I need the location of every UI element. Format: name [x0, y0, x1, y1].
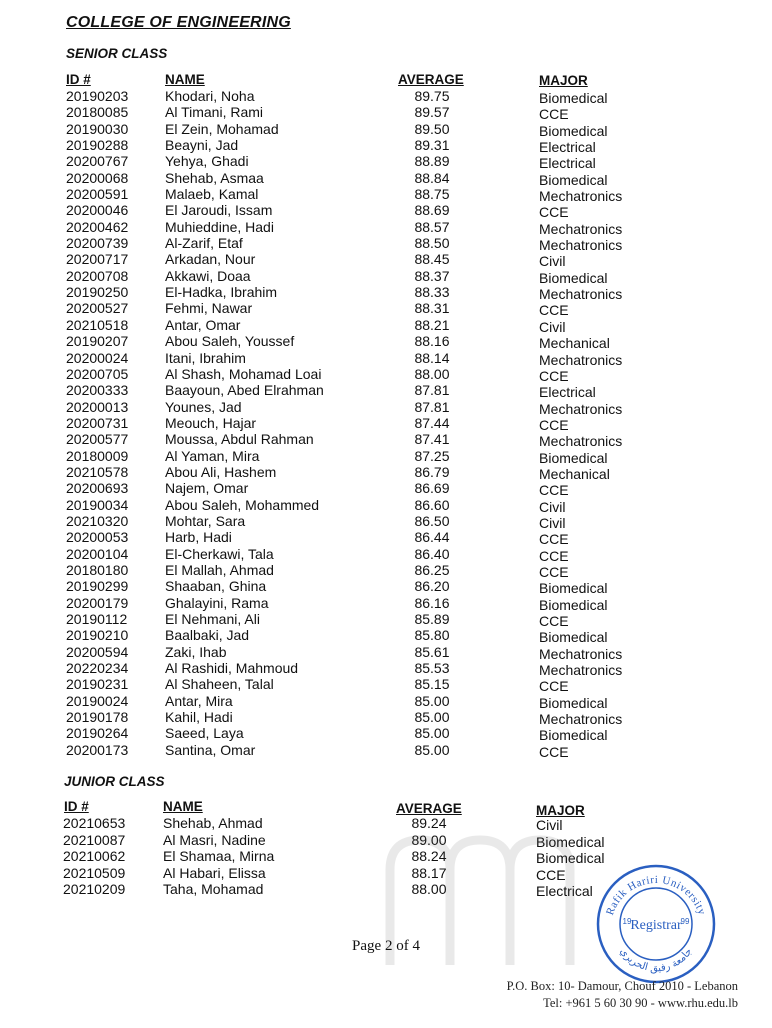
table-row	[0, 202, 772, 221]
table-row	[0, 578, 772, 597]
table-row	[0, 235, 772, 254]
student-average: 88.45	[414, 251, 450, 268]
student-major: Civil	[539, 514, 566, 531]
student-id: 20210209	[63, 881, 126, 898]
table-row	[0, 317, 772, 333]
student-id: 20190024	[66, 692, 129, 709]
student-average: 85.61	[414, 643, 450, 660]
student-average: 88.57	[414, 218, 450, 235]
student-name: Moussa, Abdul Rahman	[165, 431, 314, 448]
student-average: 88.84	[414, 169, 450, 186]
table-row	[0, 742, 772, 758]
student-name: Shehab, Asmaa	[165, 169, 264, 186]
student-id: 20190112	[66, 611, 128, 627]
student-major: Mechatronics	[539, 400, 623, 417]
student-major: CCE	[539, 547, 569, 564]
student-id: 20210062	[63, 848, 126, 865]
student-name: El Mallah, Ahmad	[165, 561, 274, 578]
student-name: Al Yaman, Mira	[165, 447, 260, 464]
student-average: 85.89	[414, 611, 450, 627]
student-major: Mechatronics	[539, 351, 623, 368]
student-average: 89.24	[411, 815, 447, 831]
student-id: 20200527	[66, 300, 129, 317]
student-id: 20200717	[66, 251, 129, 268]
student-name: Ghalayini, Rama	[165, 594, 269, 611]
student-average: 89.31	[414, 137, 450, 154]
student-average: 88.00	[411, 881, 447, 898]
student-major: CCE	[539, 302, 569, 319]
student-name: Harb, Hadi	[165, 529, 232, 546]
student-average: 88.50	[414, 235, 450, 252]
student-major: Mechatronics	[539, 220, 623, 237]
table-row	[0, 627, 772, 646]
student-average: 86.20	[414, 578, 450, 595]
student-id: 20200024	[66, 349, 129, 366]
senior-table-body	[0, 88, 772, 758]
table-row	[0, 251, 772, 270]
student-id: 20210320	[66, 512, 129, 529]
student-name: Akkawi, Doaa	[165, 267, 251, 284]
student-name: Al Shaheen, Talal	[165, 676, 274, 693]
student-average: 86.60	[414, 496, 450, 513]
table-row	[0, 153, 772, 172]
student-name: El Shamaa, Mirna	[163, 848, 275, 865]
footer-address	[507, 978, 738, 1012]
student-major: Mechatronics	[539, 645, 623, 662]
student-major: Mechanical	[539, 335, 610, 352]
table-row	[0, 366, 772, 382]
stamp-center-text: Registrar	[630, 918, 682, 933]
student-name: Mohtar, Sara	[165, 512, 246, 529]
student-name: El Jaroudi, Issam	[165, 202, 273, 219]
student-name: Meouch, Hajar	[165, 414, 257, 431]
senior-header-major: MAJOR	[539, 73, 588, 88]
table-row	[0, 611, 772, 627]
table-row	[0, 431, 772, 450]
page-number: Page 2 of 4	[352, 938, 420, 954]
student-average: 86.79	[414, 463, 450, 480]
table-row	[0, 660, 772, 679]
student-name: El Nehmani, Ali	[165, 611, 260, 627]
student-average: 88.21	[414, 316, 450, 333]
student-id: 20200013	[66, 398, 129, 415]
student-id: 20190207	[66, 333, 129, 350]
student-name: El-Cherkawi, Tala	[165, 545, 274, 562]
table-row	[0, 121, 772, 137]
table-row	[0, 725, 772, 744]
student-id: 20200173	[66, 741, 129, 758]
student-average: 88.33	[414, 284, 450, 301]
table-row	[0, 104, 772, 123]
student-id: 20190264	[66, 725, 129, 742]
student-name: Itani, Ibrahim	[165, 349, 246, 366]
student-average: 88.24	[411, 848, 447, 865]
student-average: 85.00	[414, 741, 450, 758]
student-average: 88.37	[414, 267, 450, 284]
student-major: Biomedical	[539, 580, 608, 597]
student-major: Mechatronics	[539, 662, 623, 679]
table-row	[0, 219, 772, 235]
student-id: 20190299	[66, 578, 129, 595]
student-name: Antar, Mira	[165, 692, 233, 709]
student-name: Antar, Omar	[165, 316, 241, 333]
junior-header-major: MAJOR	[536, 803, 585, 818]
table-row	[0, 350, 772, 366]
student-id: 20200333	[66, 382, 129, 399]
student-id: 20210578	[66, 463, 129, 480]
senior-class-title: SENIOR CLASS	[66, 46, 168, 61]
table-row	[0, 693, 772, 709]
student-id: 20190210	[66, 627, 129, 644]
student-id: 20200767	[66, 153, 129, 170]
student-name: Al Timani, Rami	[165, 104, 264, 121]
student-id: 20200591	[66, 186, 129, 203]
student-average: 87.44	[414, 414, 450, 431]
table-row	[0, 333, 772, 352]
student-id: 20210653	[63, 815, 126, 831]
student-major: Mechatronics	[539, 433, 623, 450]
student-average: 88.69	[414, 202, 450, 219]
student-major: Civil	[536, 817, 563, 833]
student-average: 85.00	[414, 725, 450, 742]
student-name: Muhieddine, Hadi	[165, 218, 274, 235]
student-average: 86.40	[414, 545, 450, 562]
student-id: 20210518	[66, 316, 129, 333]
student-major: Biomedical	[536, 833, 605, 850]
junior-header-id: ID #	[64, 799, 89, 814]
student-average: 86.16	[414, 594, 450, 611]
student-id: 20190250	[66, 284, 129, 301]
table-row	[0, 399, 772, 415]
student-average: 87.81	[414, 382, 450, 399]
student-id: 20210509	[63, 864, 126, 881]
student-id: 20180009	[66, 447, 129, 464]
student-average: 88.14	[414, 349, 450, 366]
student-average: 88.17	[411, 864, 447, 881]
student-average: 89.75	[414, 88, 450, 104]
student-name: Al Rashidi, Mahmoud	[165, 660, 299, 677]
student-name: Khodari, Noha	[165, 88, 255, 104]
student-major: Biomedical	[539, 629, 608, 646]
student-major: Mechatronics	[539, 286, 623, 303]
college-title: COLLEGE OF ENGINEERING	[66, 14, 291, 31]
student-id: 20190178	[66, 709, 129, 726]
student-major: CCE	[539, 416, 569, 433]
student-major: Mechatronics	[539, 711, 623, 728]
student-name: Abou Saleh, Mohammed	[165, 496, 320, 513]
student-id: 20190288	[66, 137, 129, 154]
student-id: 20210087	[63, 831, 126, 848]
student-name: Shehab, Ahmad	[163, 815, 263, 831]
student-average: 86.69	[414, 480, 450, 497]
student-major: CCE	[539, 367, 569, 384]
student-major: Electrical	[536, 883, 593, 900]
student-major: CCE	[539, 613, 569, 629]
student-major: Biomedical	[539, 269, 608, 286]
student-name: Zaki, Ihab	[165, 643, 227, 660]
senior-header-average: AVERAGE	[398, 72, 464, 87]
student-name: Abou Saleh, Youssef	[165, 333, 295, 350]
student-average: 86.25	[414, 561, 450, 578]
student-id: 20200594	[66, 643, 129, 660]
student-name: Yehya, Ghadi	[165, 153, 249, 170]
student-average: 88.89	[414, 153, 450, 170]
senior-header-name: NAME	[165, 72, 205, 87]
footer-line-contact: Tel: +961 5 60 30 90 - www.rhu.edu.lb	[543, 996, 738, 1010]
student-major: CCE	[539, 482, 569, 499]
student-name: Santina, Omar	[165, 741, 256, 758]
table-row	[0, 644, 772, 660]
student-name: Malaeb, Kamal	[165, 186, 259, 203]
table-row	[0, 382, 772, 401]
student-average: 85.53	[414, 660, 450, 677]
student-id: 20200577	[66, 431, 129, 448]
table-row	[0, 595, 772, 611]
student-average: 85.15	[414, 676, 450, 693]
student-id: 20200739	[66, 235, 129, 252]
student-name: El Zein, Mohamad	[165, 120, 279, 137]
student-major: CCE	[539, 563, 569, 580]
table-row	[0, 170, 772, 186]
table-row	[0, 415, 772, 431]
student-major: CCE	[539, 204, 569, 221]
student-name: Shaaban, Ghina	[165, 578, 267, 595]
student-name: Arkadan, Nour	[165, 251, 256, 268]
student-average: 88.31	[414, 300, 450, 317]
student-major: Biomedical	[539, 171, 608, 188]
student-average: 85.00	[414, 709, 450, 726]
student-id: 20180085	[66, 104, 129, 121]
student-average: 85.00	[414, 692, 450, 709]
table-row	[0, 300, 772, 319]
student-id: 20200179	[66, 594, 129, 611]
student-average: 89.57	[414, 104, 450, 121]
student-major: Civil	[539, 498, 566, 515]
student-id: 20190030	[66, 120, 129, 137]
student-major: Biomedical	[539, 449, 608, 466]
student-id: 20190203	[66, 88, 129, 104]
student-name: Al-Zarif, Etaf	[165, 235, 243, 252]
student-id: 20190034	[66, 496, 129, 513]
student-major: Electrical	[539, 139, 596, 156]
student-name: Baalbaki, Jad	[165, 627, 250, 644]
student-major: Civil	[539, 318, 566, 335]
stamp-year-right: 99	[680, 917, 690, 926]
table-row	[0, 529, 772, 548]
student-major: Biomedical	[539, 596, 608, 613]
student-id: 20200705	[66, 365, 129, 382]
student-average: 86.50	[414, 512, 450, 529]
student-average: 89.00	[411, 831, 447, 848]
junior-class-title: JUNIOR CLASS	[64, 774, 165, 789]
table-row	[0, 562, 772, 578]
student-major: Mechanical	[539, 465, 610, 482]
student-average: 87.81	[414, 398, 450, 415]
student-major: CCE	[539, 531, 569, 548]
student-average: 86.44	[414, 529, 450, 546]
student-id: 20180180	[66, 561, 129, 578]
stamp-outer-text: Rafik Hariri University	[604, 873, 708, 917]
senior-header-id: ID #	[66, 72, 91, 87]
student-average: 88.00	[414, 365, 450, 382]
student-id: 20200731	[66, 414, 129, 431]
student-major: Civil	[539, 253, 566, 270]
student-id: 20200462	[66, 218, 129, 235]
student-id: 20190231	[66, 676, 129, 693]
student-name: Al Masri, Nadine	[163, 831, 266, 848]
table-row	[0, 464, 772, 480]
stamp-arabic-text: جامعة رفيق الحريري	[617, 946, 695, 975]
student-name: Fehmi, Nawar	[165, 300, 253, 317]
student-major: Mechatronics	[539, 237, 623, 254]
student-id: 20220234	[66, 660, 129, 677]
table-row	[0, 497, 772, 513]
stamp-year-left: 19	[622, 917, 632, 926]
student-average: 89.50	[414, 120, 450, 137]
student-name: Baayoun, Abed Elrahman	[165, 382, 324, 399]
table-row	[0, 480, 772, 499]
student-average: 85.80	[414, 627, 450, 644]
student-name: Al Shash, Mohamad Loai	[165, 365, 322, 382]
student-name: Younes, Jad	[165, 398, 242, 415]
student-major: CCE	[539, 678, 569, 695]
junior-header-average: AVERAGE	[396, 801, 462, 816]
student-average: 87.25	[414, 447, 450, 464]
student-id: 20200046	[66, 202, 129, 219]
student-major: CCE	[539, 106, 569, 123]
table-row	[0, 709, 772, 728]
student-name: Saeed, Laya	[165, 725, 244, 742]
student-major: Biomedical	[539, 122, 608, 139]
student-major: Biomedical	[539, 694, 608, 711]
student-name: Abou Ali, Hashem	[165, 463, 277, 480]
table-row	[0, 513, 772, 529]
student-id: 20200068	[66, 169, 129, 186]
student-average: 87.41	[414, 431, 450, 448]
student-name: Taha, Mohamad	[163, 881, 264, 898]
student-id: 20200053	[66, 529, 129, 546]
table-row	[0, 88, 772, 104]
student-id: 20200708	[66, 267, 129, 284]
junior-header-name: NAME	[163, 799, 203, 814]
table-row	[0, 448, 772, 464]
student-name: Beayni, Jad	[165, 137, 239, 154]
student-major: Electrical	[539, 155, 596, 172]
table-row	[0, 137, 772, 156]
student-major: Biomedical	[539, 727, 608, 744]
student-id: 20200693	[66, 480, 129, 497]
student-major: CCE	[539, 743, 569, 760]
student-major: Biomedical	[536, 850, 605, 867]
student-name: Al Habari, Elissa	[163, 864, 266, 881]
registrar-stamp	[594, 862, 718, 986]
student-average: 88.75	[414, 186, 450, 203]
table-row	[0, 268, 772, 284]
student-major: CCE	[536, 866, 566, 883]
table-row	[0, 284, 772, 303]
student-name: Kahil, Hadi	[165, 709, 233, 726]
student-name: Najem, Omar	[165, 480, 249, 497]
table-row	[0, 676, 772, 695]
student-major: Mechatronics	[539, 188, 623, 205]
footer-line-address: P.O. Box: 10- Damour, Chouf 2010 - Lebanon	[506, 979, 738, 993]
table-row	[0, 186, 772, 205]
student-major: Biomedical	[539, 90, 608, 106]
student-id: 20200104	[66, 545, 129, 562]
student-major: Electrical	[539, 384, 596, 401]
student-name: El-Hadka, Ibrahim	[165, 284, 278, 301]
student-average: 88.16	[414, 333, 450, 350]
table-row	[0, 546, 772, 562]
